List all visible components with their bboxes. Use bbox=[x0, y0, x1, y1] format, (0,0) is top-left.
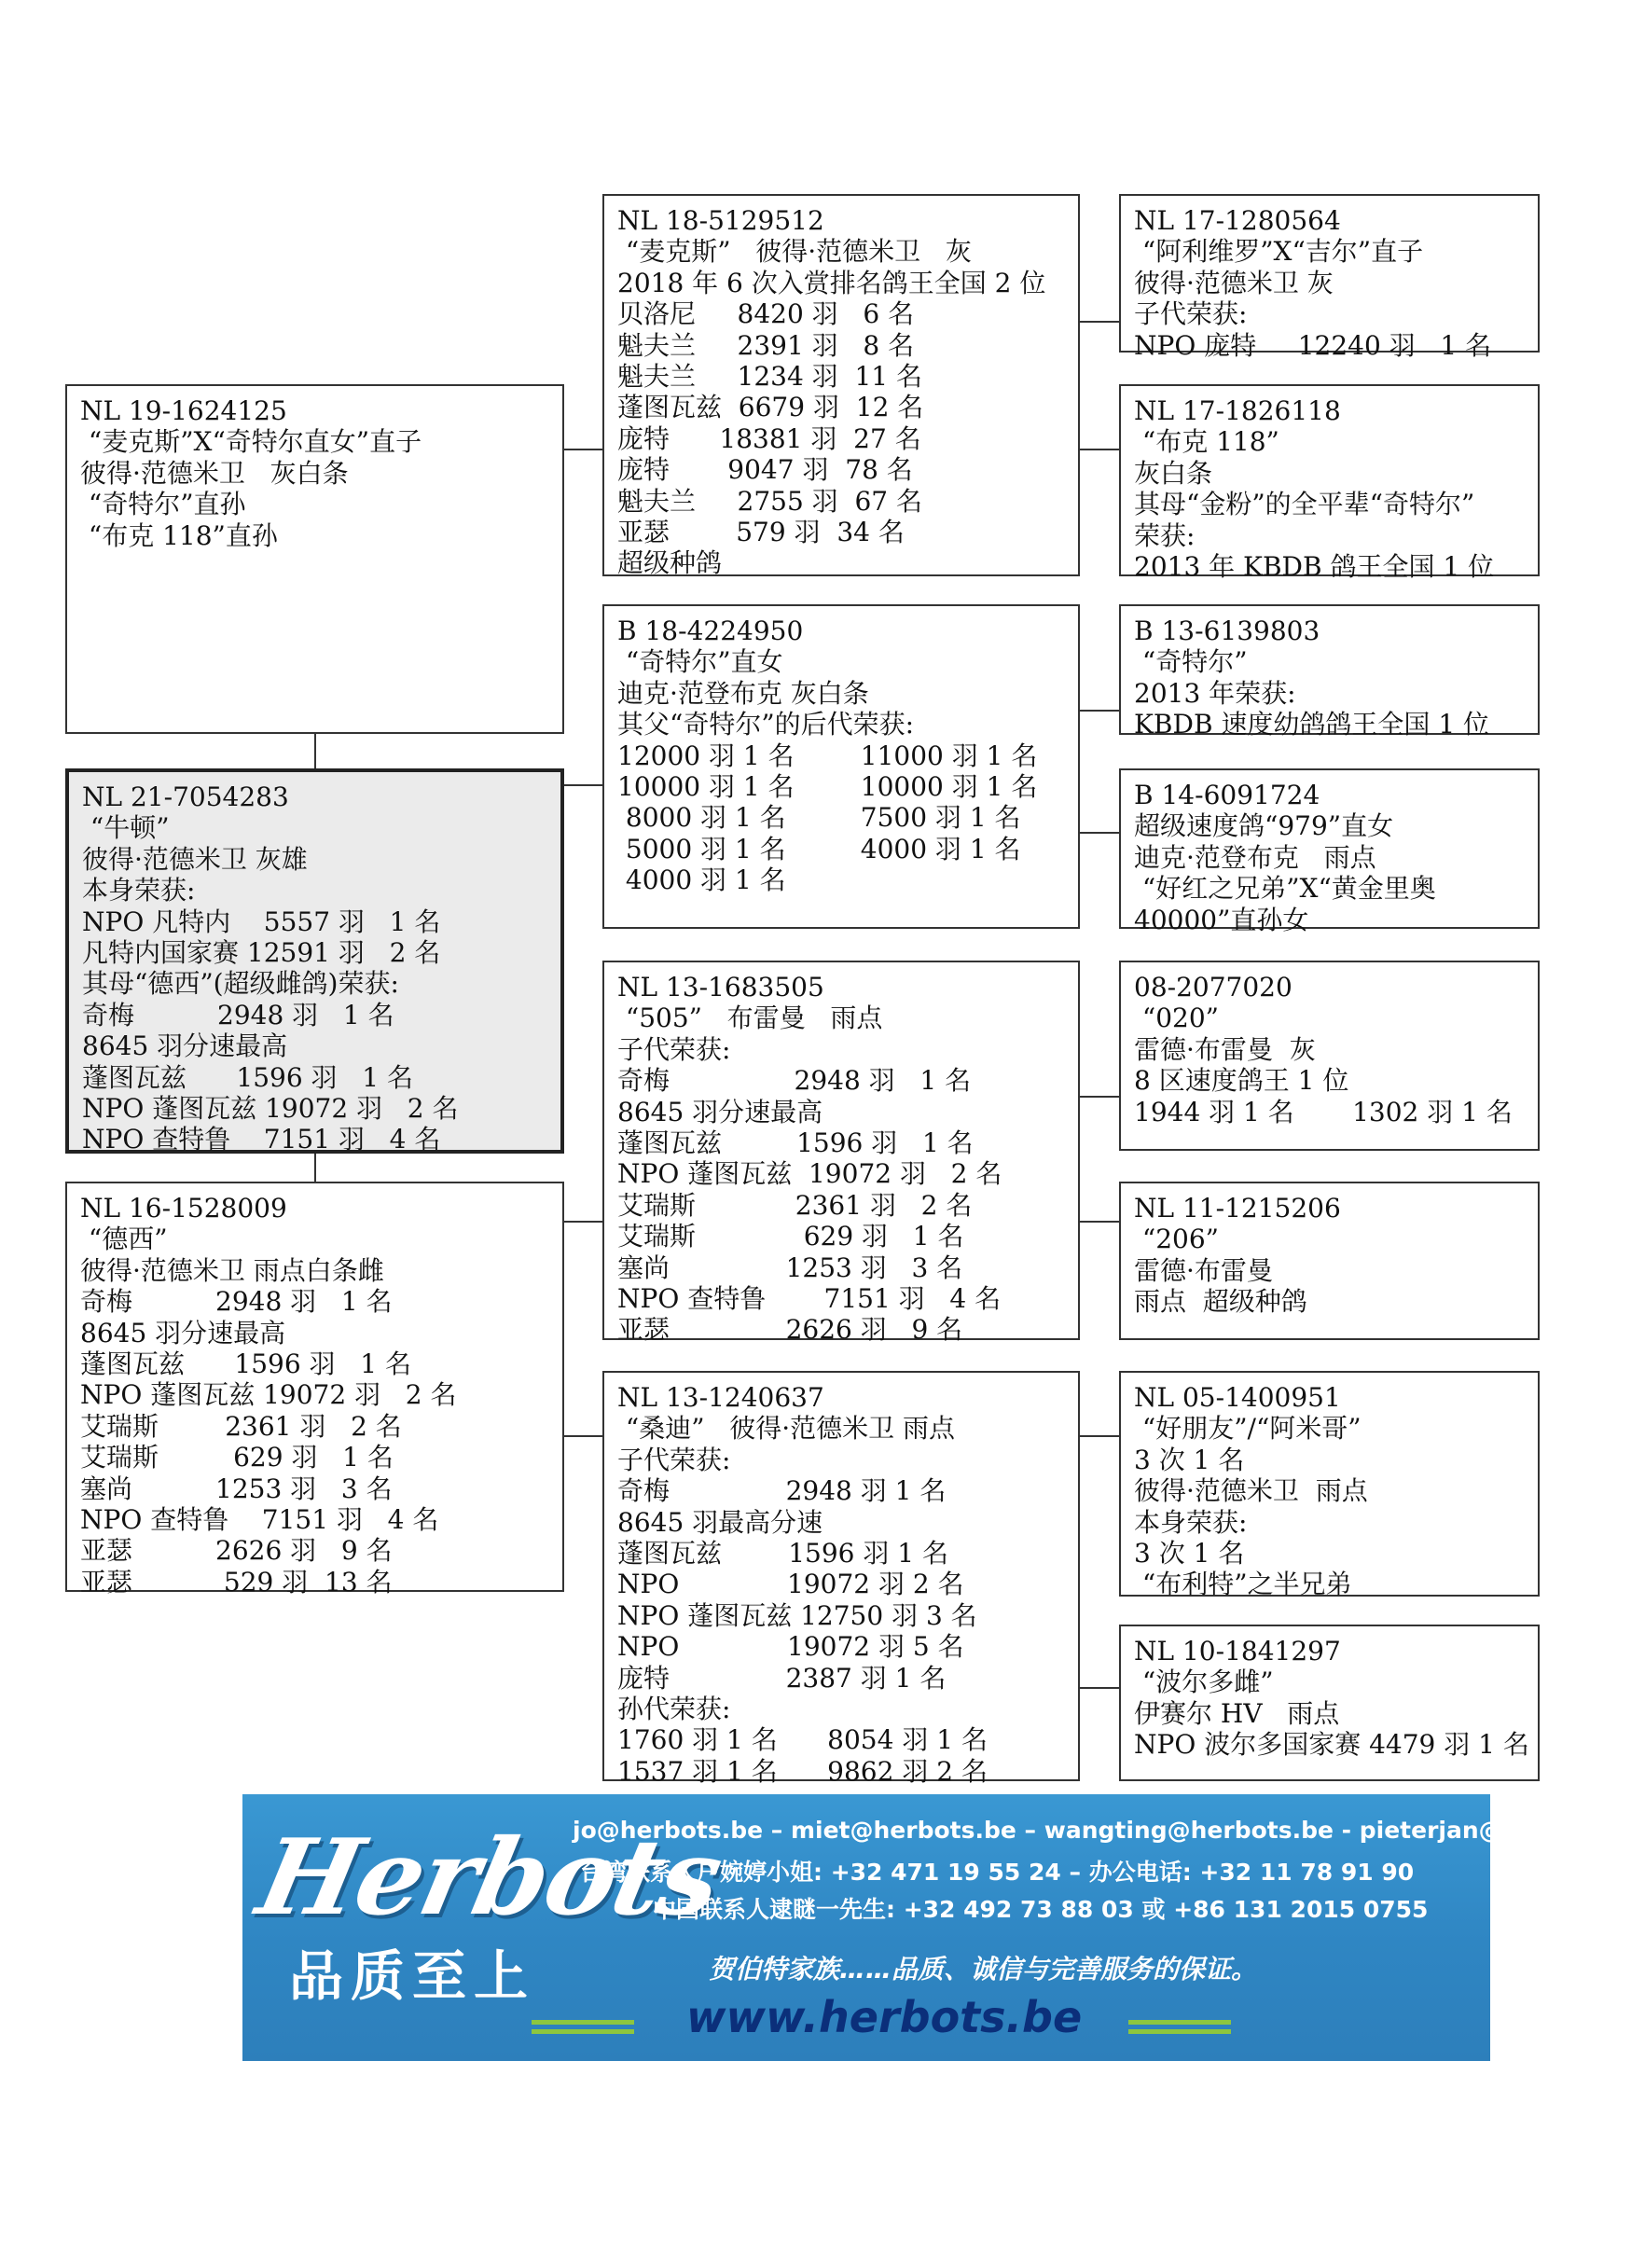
pedigree-line: NPO 蓬图瓦兹 12750 羽 3 名 bbox=[617, 1599, 977, 1631]
pedigree-line: 凡特内国家赛 12591 羽 2 名 bbox=[82, 937, 441, 969]
pedigree-line: 艾瑞斯 2361 羽 2 名 bbox=[80, 1410, 402, 1442]
pedigree-line: 2018 年 6 次入赏排名鸽王全国 2 位 bbox=[617, 267, 1046, 298]
pedigree-line: 4000 羽 1 名 bbox=[617, 864, 786, 896]
pedigree-line: 蓬图瓦兹 1596 羽 1 名 bbox=[80, 1348, 411, 1380]
pedigree-line: “布利特”之半兄弟 bbox=[1134, 1569, 1352, 1600]
pedigree-line: “波尔多雌” bbox=[1134, 1666, 1274, 1698]
pedigree-line: B 13-6139803 bbox=[1134, 615, 1320, 646]
dsd-lines bbox=[1134, 1193, 1525, 1318]
pedigree-line: “阿利维罗”X“吉尔”直子 bbox=[1134, 236, 1424, 268]
pedigree-line: 伊赛尔 HV 雨点 bbox=[1134, 1697, 1340, 1729]
sire-dam-sire-box bbox=[1119, 604, 1540, 740]
pedigree-line: NPO 波尔多国家赛 4479 羽 1 名 bbox=[1134, 1729, 1529, 1761]
pedigree-line: 庞特 9047 羽 78 名 bbox=[617, 454, 913, 486]
pedigree-line: 塞尚 1253 羽 3 名 bbox=[617, 1252, 963, 1283]
pedigree-line: NPO 19072 羽 2 名 bbox=[617, 1569, 964, 1600]
pedigree-line: 子代荣获: bbox=[1134, 298, 1248, 330]
banner-contact-cn: 中国联系人逮瞇一先生: +32 492 73 88 03 或 +86 131 2015 0755 bbox=[653, 1896, 1429, 1923]
herbots-logo: Herbots bbox=[248, 1817, 731, 1939]
pedigree-line: NL 13-1240637 bbox=[617, 1382, 824, 1413]
pedigree-line: 彼得·范德米卫 灰 bbox=[1134, 267, 1334, 298]
pedigree-line: 雷德·布雷曼 bbox=[1134, 1254, 1273, 1286]
pedigree-line: 1944 羽 1 名 1302 羽 1 名 bbox=[1134, 1096, 1513, 1127]
pedigree-line: “好红之兄弟”X“黄金里奥 bbox=[1134, 873, 1436, 905]
pedigree-line: 5000 羽 1 名 4000 羽 1 名 bbox=[617, 833, 1021, 864]
dss-lines bbox=[1134, 972, 1525, 1127]
pedigree-line: 艾瑞斯 2361 羽 2 名 bbox=[617, 1189, 973, 1221]
pedigree-line: 魁夫兰 1234 羽 11 名 bbox=[617, 361, 922, 393]
sire-sire-box bbox=[602, 194, 1080, 579]
pedigree-line: 奇梅 2948 羽 1 名 bbox=[82, 999, 394, 1030]
ssd-lines bbox=[1134, 395, 1525, 582]
dam-box bbox=[65, 1182, 564, 1597]
pedigree-line: 8000 羽 1 名 7500 羽 1 名 bbox=[617, 802, 1021, 834]
pedigree-line: 8645 羽分速最高 bbox=[80, 1317, 286, 1348]
sire-lines bbox=[80, 395, 549, 551]
pedigree-line: B 18-4224950 bbox=[617, 615, 804, 646]
dam-dam-box bbox=[602, 1371, 1080, 1787]
pedigree-line: “奇特尔” bbox=[1134, 646, 1248, 678]
pedigree-line: 本身荣获: bbox=[82, 875, 196, 906]
dam-sire-lines bbox=[617, 972, 1065, 1346]
pedigree-line: 彼得·范德米卫 灰白条 bbox=[80, 457, 349, 489]
pedigree-line: 子代荣获: bbox=[617, 1033, 731, 1065]
pedigree-line: 亚瑟 2626 羽 9 名 bbox=[617, 1314, 963, 1346]
pedigree-line: 荣获: bbox=[1134, 519, 1196, 551]
pedigree-line: NL 18-5129512 bbox=[617, 205, 824, 236]
pedigree-line: “奇特尔”直孙 bbox=[80, 489, 246, 520]
pedigree-line: 亚瑟 579 羽 34 名 bbox=[617, 517, 905, 548]
sire-dam-box bbox=[602, 604, 1080, 929]
banner-divider-left bbox=[532, 2020, 634, 2025]
pedigree-line: 魁夫兰 2755 羽 67 名 bbox=[617, 485, 922, 517]
pedigree-line: “奇特尔”直女 bbox=[617, 646, 783, 678]
pedigree-line: 艾瑞斯 629 羽 1 名 bbox=[80, 1442, 394, 1473]
pedigree-line: 彼得·范德米卫 雨点白条雌 bbox=[80, 1254, 384, 1286]
pedigree-line: NPO 蓬图瓦兹 19072 羽 2 名 bbox=[80, 1379, 457, 1411]
pedigree-line: 魁夫兰 2391 羽 8 名 bbox=[617, 329, 915, 361]
pedigree-line: “桑迪” 彼得·范德米卫 雨点 bbox=[617, 1413, 956, 1445]
pedigree-line: 奇梅 2948 羽 1 名 bbox=[617, 1475, 947, 1507]
pedigree-line: “020” bbox=[1134, 1003, 1219, 1034]
pedigree-line: 亚瑟 529 羽 13 名 bbox=[80, 1566, 393, 1597]
pedigree-line: NL 19-1624125 bbox=[80, 395, 287, 426]
pedigree-line: 迪克·范登布克 雨点 bbox=[1134, 841, 1376, 873]
pedigree-line: 奇梅 2948 羽 1 名 bbox=[617, 1065, 972, 1097]
pedigree-line: 超级种鸽 bbox=[617, 547, 723, 579]
pedigree-line: 其父“奇特尔”的后代荣获: bbox=[617, 709, 915, 740]
pedigree-line: 奇梅 2948 羽 1 名 bbox=[80, 1286, 393, 1318]
pedigree-line: NL 17-1826118 bbox=[1134, 395, 1341, 426]
banner-emails[interactable]: jo@herbots.be – miet@herbots.be – wangting@herbots.be - pieterjan@herbots.be bbox=[573, 1817, 1645, 1844]
dds-lines bbox=[1134, 1382, 1525, 1600]
pedigree-line: 孙代荣获: bbox=[617, 1694, 731, 1725]
pedigree-line: 蓬图瓦兹 1596 羽 1 名 bbox=[617, 1127, 974, 1159]
pedigree-line: NPO 凡特内 5557 羽 1 名 bbox=[82, 906, 441, 937]
ddd-lines bbox=[1134, 1636, 1529, 1761]
sds-lines bbox=[1134, 615, 1525, 740]
pedigree-line: 2013 年荣获: bbox=[1134, 677, 1296, 709]
dam-dam-sire-box bbox=[1119, 1371, 1540, 1600]
pedigree-line: 本身荣获: bbox=[1134, 1506, 1248, 1538]
pedigree-line: “好朋友”/“阿米哥” bbox=[1134, 1413, 1362, 1445]
sire-box bbox=[65, 384, 564, 734]
pedigree-line: NL 05-1400951 bbox=[1134, 1382, 1341, 1413]
sdd-lines bbox=[1134, 780, 1525, 935]
pedigree-line: 蓬图瓦兹 1596 羽 1 名 bbox=[617, 1538, 948, 1570]
sire-sire-dam-box bbox=[1119, 384, 1540, 583]
pedigree-line: NPO 蓬图瓦兹 19072 羽 2 名 bbox=[82, 1093, 459, 1125]
sire-dam-dam-box bbox=[1119, 768, 1540, 935]
pedigree-line: 彼得·范德米卫 灰雄 bbox=[82, 843, 308, 875]
pedigree-line: 雨点 超级种鸽 bbox=[1134, 1286, 1307, 1318]
dam-sire-box bbox=[602, 961, 1080, 1346]
pedigree-line: 雷德·布雷曼 灰 bbox=[1134, 1033, 1316, 1065]
pedigree-line: 8 区速度鸽王 1 位 bbox=[1134, 1065, 1349, 1097]
pedigree-line: 2013 年 KBDB 鸽王全国 1 位 bbox=[1134, 551, 1495, 583]
pedigree-line: NL 10-1841297 bbox=[1134, 1636, 1341, 1666]
banner-tagline: 贺伯特家族……品质、诚信与完善服务的保证。 bbox=[709, 1954, 1258, 1984]
pedigree-line: B 14-6091724 bbox=[1134, 780, 1320, 810]
dam-sire-sire-box bbox=[1119, 961, 1540, 1151]
pedigree-line: 40000”直孙女 bbox=[1134, 904, 1309, 935]
dam-dam-lines bbox=[617, 1382, 1065, 1787]
pedigree-line: 12000 羽 1 名 11000 羽 1 名 bbox=[617, 740, 1038, 771]
pedigree-line: NL 21-7054283 bbox=[82, 781, 289, 812]
pedigree-line: “布克 118” bbox=[1134, 426, 1279, 458]
pedigree-line: NPO 19072 羽 5 名 bbox=[617, 1631, 964, 1663]
pedigree-line: 灰白条 bbox=[1134, 457, 1213, 489]
pedigree-line: 庞特 18381 羽 27 名 bbox=[617, 422, 921, 454]
pedigree-line: NL 17-1280564 bbox=[1134, 205, 1341, 236]
pedigree-line: “206” bbox=[1134, 1224, 1219, 1255]
pedigree-line: 贝洛尼 8420 羽 6 名 bbox=[617, 298, 915, 330]
sss-lines bbox=[1134, 205, 1525, 361]
pedigree-line: 08-2077020 bbox=[1134, 972, 1292, 1003]
subject-box bbox=[65, 768, 564, 1154]
herbots-banner bbox=[242, 1794, 1645, 2061]
sire-dam-lines bbox=[617, 615, 1065, 896]
pedigree-line: NPO 查特鲁 7151 羽 4 名 bbox=[617, 1283, 1002, 1315]
pedigree-line: 1760 羽 1 名 8054 羽 1 名 bbox=[617, 1724, 988, 1756]
pedigree-line: 3 次 1 名 bbox=[1134, 1538, 1245, 1570]
pedigree-line: 10000 羽 1 名 10000 羽 1 名 bbox=[617, 771, 1038, 803]
pedigree-line: 其母“德西”(超级雌鸽)荣获: bbox=[82, 968, 399, 1000]
pedigree-line: 超级速度鸽“979”直女 bbox=[1134, 810, 1394, 842]
pedigree-line: 3 次 1 名 bbox=[1134, 1444, 1245, 1475]
pedigree-line: NL 11-1215206 bbox=[1134, 1193, 1341, 1224]
pedigree-line: 庞特 2387 羽 1 名 bbox=[617, 1662, 947, 1694]
sire-sire-sire-box bbox=[1119, 194, 1540, 361]
dam-lines bbox=[80, 1193, 549, 1597]
pedigree-line: NPO 蓬图瓦兹 19072 羽 2 名 bbox=[617, 1158, 1002, 1190]
pedigree-line: “麦克斯” 彼得·范德米卫 灰 bbox=[617, 236, 972, 268]
banner-divider-right-2 bbox=[1128, 2029, 1231, 2034]
pedigree-line: 彼得·范德米卫 雨点 bbox=[1134, 1475, 1368, 1507]
pedigree-line: 子代荣获: bbox=[617, 1444, 731, 1475]
pedigree-line: “德西” bbox=[80, 1224, 168, 1255]
pedigree-line: NL 13-1683505 bbox=[617, 972, 824, 1003]
pedigree-line: 塞尚 1253 羽 3 名 bbox=[80, 1473, 393, 1504]
pedigree-line: 1537 羽 1 名 9862 羽 2 名 bbox=[617, 1755, 988, 1787]
pedigree-line: 8645 羽最高分速 bbox=[617, 1506, 823, 1538]
banner-website-link[interactable]: www.herbots.be bbox=[686, 1992, 1083, 2042]
banner-divider-right bbox=[1128, 2020, 1231, 2025]
pedigree-line: NPO 查特鲁 7151 羽 4 名 bbox=[82, 1124, 441, 1155]
banner-contact-tw: 台湾联系人户婉婷小姐: +32 471 19 55 24 – 办公电话: +32 11 78 91 90 bbox=[580, 1859, 1415, 1886]
pedigree-line: 艾瑞斯 629 羽 1 名 bbox=[617, 1221, 964, 1252]
subject-lines bbox=[82, 781, 547, 1155]
pedigree-line: “布克 118”直孙 bbox=[80, 519, 278, 551]
pedigree-line: 蓬图瓦兹 6679 羽 12 名 bbox=[617, 392, 924, 423]
banner-divider-left-2 bbox=[532, 2029, 634, 2034]
pedigree-line: 其母“金粉”的全平辈“奇特尔” bbox=[1134, 489, 1475, 520]
pedigree-line: 8645 羽分速最高 bbox=[82, 1030, 288, 1062]
pedigree-line: 8645 羽分速最高 bbox=[617, 1096, 823, 1127]
pedigree-line: 迪克·范登布克 灰白条 bbox=[617, 677, 869, 709]
pedigree-line: “麦克斯”X“奇特尔直女”直子 bbox=[80, 426, 422, 458]
pedigree-line: “牛顿” bbox=[82, 812, 170, 844]
pedigree-line: NPO 庞特 12240 羽 1 名 bbox=[1134, 329, 1492, 361]
pedigree-line: NL 16-1528009 bbox=[80, 1193, 287, 1224]
dam-sire-dam-box bbox=[1119, 1182, 1540, 1340]
pedigree-line: 蓬图瓦兹 1596 羽 1 名 bbox=[82, 1061, 413, 1093]
dam-dam-dam-box bbox=[1119, 1625, 1540, 1781]
pedigree-line: NPO 查特鲁 7151 羽 4 名 bbox=[80, 1504, 439, 1536]
pedigree-line: 亚瑟 2626 羽 9 名 bbox=[80, 1535, 393, 1567]
sire-sire-lines bbox=[617, 205, 1065, 579]
banner-slogan: 品质至上 bbox=[289, 1944, 536, 2008]
pedigree-line: KBDB 速度幼鸽鸽王全国 1 位 bbox=[1134, 709, 1490, 740]
pedigree-line: “505” 布雷曼 雨点 bbox=[617, 1003, 883, 1034]
